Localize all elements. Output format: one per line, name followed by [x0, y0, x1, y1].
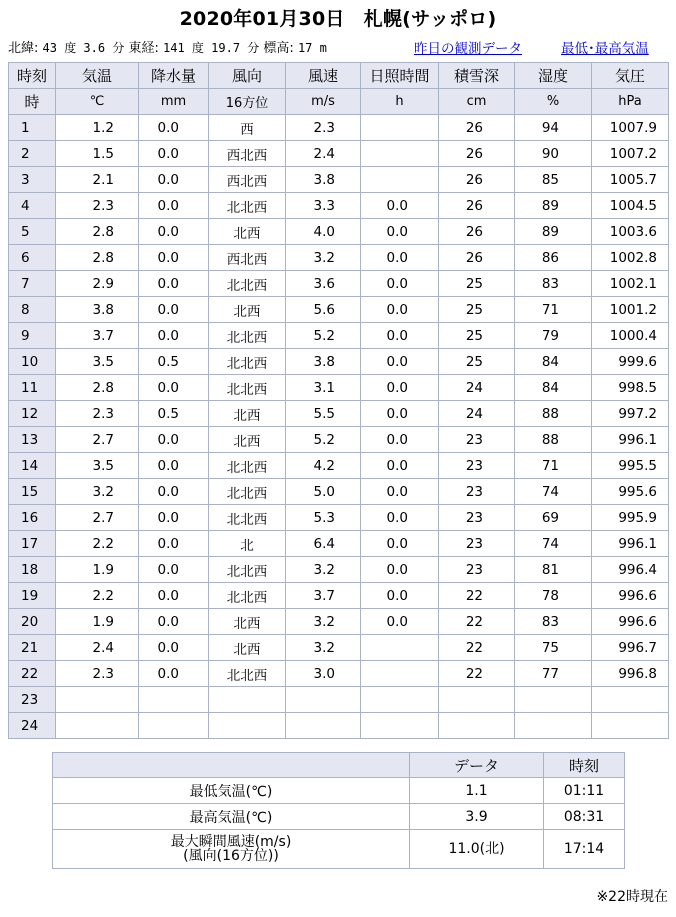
cell-temperature: 2.9 — [56, 271, 139, 297]
summary-sublabel: (風向(16方位)) — [183, 848, 279, 864]
cell-pressure: 998.5 — [592, 375, 669, 401]
cell-pressure: 996.8 — [592, 661, 669, 687]
cell-sunshine: 0.0 — [361, 427, 439, 453]
cell-wind-direction: 北西 — [209, 635, 286, 661]
cell-wind-direction: 西北西 — [209, 167, 286, 193]
header-pressure: 気圧 — [592, 63, 669, 89]
table-body — [9, 115, 669, 739]
cell-wind-speed: 3.6 — [286, 271, 361, 297]
cell-snow-depth: 25 — [439, 271, 515, 297]
cell-hour: 18 — [9, 557, 56, 583]
cell-precipitation: 0.0 — [139, 375, 209, 401]
cell-hour: 9 — [9, 323, 56, 349]
summary-label: 最低気温(℃) — [53, 778, 410, 804]
cell-temperature — [56, 713, 139, 739]
cell-temperature: 1.9 — [56, 609, 139, 635]
cell-pressure: 1004.5 — [592, 193, 669, 219]
table-row — [9, 635, 669, 661]
cell-precipitation: 0.5 — [139, 401, 209, 427]
hourly-observation-table — [8, 62, 669, 739]
cell-precipitation: 0.0 — [139, 297, 209, 323]
cell-snow-depth: 24 — [439, 401, 515, 427]
cell-wind-speed: 3.8 — [286, 349, 361, 375]
cell-sunshine: 0.0 — [361, 401, 439, 427]
cell-humidity: 81 — [515, 557, 592, 583]
cell-snow-depth: 26 — [439, 141, 515, 167]
latitude-label: 北緯: — [8, 41, 39, 56]
cell-sunshine: 0.0 — [361, 323, 439, 349]
cell-snow-depth: 23 — [439, 427, 515, 453]
cell-pressure: 996.6 — [592, 583, 669, 609]
cell-precipitation: 0.5 — [139, 349, 209, 375]
cell-wind-direction: 北北西 — [209, 479, 286, 505]
latitude-value: 43 度 3.6 分 — [42, 41, 125, 55]
cell-temperature: 2.8 — [56, 375, 139, 401]
cell-sunshine: 0.0 — [361, 453, 439, 479]
longitude-value: 141 度 19.7 分 — [163, 41, 260, 55]
cell-wind-speed: 2.4 — [286, 141, 361, 167]
cell-wind-direction: 北北西 — [209, 453, 286, 479]
cell-pressure: 997.2 — [592, 401, 669, 427]
unit-wind-direction: 16方位 — [209, 89, 286, 115]
summary-header-data: データ — [410, 753, 544, 778]
unit-humidity: % — [515, 89, 592, 115]
cell-wind-direction: 北 — [209, 531, 286, 557]
table-row — [9, 401, 669, 427]
cell-precipitation: 0.0 — [139, 557, 209, 583]
table-row — [9, 141, 669, 167]
cell-pressure — [592, 713, 669, 739]
longitude-label: 東経: — [128, 41, 159, 56]
cell-precipitation: 0.0 — [139, 167, 209, 193]
altitude-value: 17 m — [297, 41, 327, 55]
cell-pressure: 1000.4 — [592, 323, 669, 349]
cell-snow-depth: 22 — [439, 583, 515, 609]
cell-pressure: 999.6 — [592, 349, 669, 375]
table-row — [9, 583, 669, 609]
table-row — [9, 193, 669, 219]
cell-temperature: 2.1 — [56, 167, 139, 193]
cell-pressure: 995.5 — [592, 453, 669, 479]
cell-wind-speed: 5.2 — [286, 427, 361, 453]
cell-precipitation: 0.0 — [139, 141, 209, 167]
cell-temperature: 2.3 — [56, 193, 139, 219]
cell-wind-direction: 北北西 — [209, 193, 286, 219]
cell-precipitation: 0.0 — [139, 115, 209, 141]
cell-wind-speed — [286, 713, 361, 739]
table-row — [9, 453, 669, 479]
table-row — [9, 531, 669, 557]
cell-precipitation: 0.0 — [139, 219, 209, 245]
summary-header-row — [53, 753, 625, 778]
station-info — [8, 37, 670, 57]
cell-pressure: 996.1 — [592, 531, 669, 557]
cell-sunshine — [361, 115, 439, 141]
cell-wind-direction: 北西 — [209, 427, 286, 453]
cell-snow-depth: 22 — [439, 635, 515, 661]
cell-wind-speed: 4.0 — [286, 219, 361, 245]
cell-sunshine: 0.0 — [361, 531, 439, 557]
table-row — [9, 167, 669, 193]
cell-wind-speed: 3.2 — [286, 557, 361, 583]
cell-temperature: 3.2 — [56, 479, 139, 505]
cell-hour: 19 — [9, 583, 56, 609]
cell-snow-depth: 26 — [439, 219, 515, 245]
summary-header-time: 時刻 — [544, 753, 625, 778]
table-row — [9, 427, 669, 453]
cell-humidity: 78 — [515, 583, 592, 609]
cell-sunshine — [361, 687, 439, 713]
cell-precipitation: 0.0 — [139, 531, 209, 557]
min-max-temp-link[interactable]: 最低･最高気温 — [561, 41, 649, 57]
cell-wind-speed: 2.3 — [286, 115, 361, 141]
cell-pressure: 1002.8 — [592, 245, 669, 271]
cell-sunshine: 0.0 — [361, 349, 439, 375]
table-row — [9, 687, 669, 713]
table-row — [9, 557, 669, 583]
cell-sunshine: 0.0 — [361, 505, 439, 531]
cell-hour: 15 — [9, 479, 56, 505]
cell-temperature: 2.2 — [56, 531, 139, 557]
cell-wind-direction: 北西 — [209, 609, 286, 635]
cell-snow-depth: 23 — [439, 531, 515, 557]
cell-humidity: 86 — [515, 245, 592, 271]
cell-hour: 13 — [9, 427, 56, 453]
cell-hour: 10 — [9, 349, 56, 375]
cell-humidity: 77 — [515, 661, 592, 687]
cell-wind-speed: 3.2 — [286, 609, 361, 635]
table-row — [9, 349, 669, 375]
cell-temperature: 3.5 — [56, 349, 139, 375]
table-row — [9, 375, 669, 401]
cell-humidity: 71 — [515, 453, 592, 479]
cell-humidity: 83 — [515, 271, 592, 297]
cell-wind-direction: 北北西 — [209, 505, 286, 531]
cell-pressure: 995.6 — [592, 479, 669, 505]
cell-wind-direction — [209, 713, 286, 739]
cell-snow-depth: 25 — [439, 323, 515, 349]
cell-sunshine — [361, 167, 439, 193]
cell-hour: 21 — [9, 635, 56, 661]
cell-precipitation: 0.0 — [139, 583, 209, 609]
header-temperature: 気温 — [56, 63, 139, 89]
cell-sunshine — [361, 141, 439, 167]
cell-wind-speed: 3.0 — [286, 661, 361, 687]
unit-temperature: ℃ — [56, 89, 139, 115]
cell-snow-depth: 25 — [439, 297, 515, 323]
summary-label: 最大瞬間風速(m/s) — [170, 834, 292, 850]
cell-wind-speed: 5.2 — [286, 323, 361, 349]
table-row — [9, 505, 669, 531]
cell-temperature: 2.7 — [56, 505, 139, 531]
cell-precipitation: 0.0 — [139, 453, 209, 479]
cell-humidity: 71 — [515, 297, 592, 323]
cell-wind-direction — [209, 687, 286, 713]
unit-pressure: hPa — [592, 89, 669, 115]
cell-wind-direction: 北西 — [209, 219, 286, 245]
cell-precipitation: 0.0 — [139, 609, 209, 635]
cell-temperature: 1.9 — [56, 557, 139, 583]
cell-temperature: 2.3 — [56, 661, 139, 687]
cell-hour: 23 — [9, 687, 56, 713]
cell-wind-direction: 北北西 — [209, 349, 286, 375]
cell-snow-depth — [439, 687, 515, 713]
cell-sunshine: 0.0 — [361, 193, 439, 219]
cell-pressure: 1001.2 — [592, 297, 669, 323]
cell-humidity: 74 — [515, 479, 592, 505]
cell-pressure: 996.6 — [592, 609, 669, 635]
cell-snow-depth: 23 — [439, 453, 515, 479]
header-row — [9, 63, 669, 89]
cell-hour: 11 — [9, 375, 56, 401]
cell-snow-depth: 22 — [439, 661, 515, 687]
table-row — [9, 297, 669, 323]
cell-wind-direction: 西 — [209, 115, 286, 141]
cell-humidity: 84 — [515, 349, 592, 375]
cell-pressure: 1007.9 — [592, 115, 669, 141]
cell-sunshine — [361, 635, 439, 661]
cell-wind-direction: 北西 — [209, 297, 286, 323]
cell-snow-depth: 26 — [439, 167, 515, 193]
cell-humidity: 69 — [515, 505, 592, 531]
cell-precipitation: 0.0 — [139, 427, 209, 453]
summary-row-max-gust — [53, 830, 625, 869]
cell-temperature: 3.5 — [56, 453, 139, 479]
cell-temperature: 2.3 — [56, 401, 139, 427]
table-row — [9, 661, 669, 687]
cell-humidity: 83 — [515, 609, 592, 635]
cell-pressure: 1002.1 — [592, 271, 669, 297]
cell-wind-direction: 北北西 — [209, 557, 286, 583]
cell-temperature: 3.8 — [56, 297, 139, 323]
cell-temperature — [56, 687, 139, 713]
cell-snow-depth — [439, 713, 515, 739]
cell-pressure: 1003.6 — [592, 219, 669, 245]
cell-hour: 7 — [9, 271, 56, 297]
summary-time: 17:14 — [544, 830, 625, 869]
cell-precipitation — [139, 713, 209, 739]
cell-humidity — [515, 687, 592, 713]
altitude-label: 標高: — [263, 41, 294, 56]
cell-humidity: 74 — [515, 531, 592, 557]
cell-humidity: 89 — [515, 219, 592, 245]
cell-wind-direction: 北北西 — [209, 271, 286, 297]
table-row — [9, 271, 669, 297]
cell-sunshine: 0.0 — [361, 479, 439, 505]
unit-sunshine: h — [361, 89, 439, 115]
cell-wind-speed: 5.6 — [286, 297, 361, 323]
cell-temperature: 3.7 — [56, 323, 139, 349]
table-row — [9, 479, 669, 505]
cell-wind-speed: 3.2 — [286, 245, 361, 271]
cell-snow-depth: 26 — [439, 193, 515, 219]
cell-wind-direction: 西北西 — [209, 141, 286, 167]
cell-snow-depth: 26 — [439, 245, 515, 271]
cell-wind-speed: 5.3 — [286, 505, 361, 531]
cell-sunshine: 0.0 — [361, 245, 439, 271]
cell-sunshine: 0.0 — [361, 609, 439, 635]
cell-hour: 8 — [9, 297, 56, 323]
cell-pressure: 996.4 — [592, 557, 669, 583]
cell-wind-direction: 北北西 — [209, 323, 286, 349]
table-row — [9, 115, 669, 141]
cell-temperature: 1.2 — [56, 115, 139, 141]
cell-hour: 4 — [9, 193, 56, 219]
cell-humidity: 89 — [515, 193, 592, 219]
cell-wind-speed: 3.1 — [286, 375, 361, 401]
cell-wind-direction: 北北西 — [209, 583, 286, 609]
cell-humidity: 79 — [515, 323, 592, 349]
cell-hour: 22 — [9, 661, 56, 687]
cell-hour: 16 — [9, 505, 56, 531]
cell-snow-depth: 24 — [439, 375, 515, 401]
cell-wind-speed: 5.0 — [286, 479, 361, 505]
cell-snow-depth: 25 — [439, 349, 515, 375]
daily-summary-table — [52, 752, 625, 869]
cell-wind-direction: 西北西 — [209, 245, 286, 271]
cell-humidity: 90 — [515, 141, 592, 167]
cell-sunshine: 0.0 — [361, 219, 439, 245]
cell-wind-speed: 4.2 — [286, 453, 361, 479]
cell-hour: 20 — [9, 609, 56, 635]
cell-hour: 5 — [9, 219, 56, 245]
table-row — [9, 245, 669, 271]
cell-humidity: 88 — [515, 401, 592, 427]
cell-snow-depth: 23 — [439, 557, 515, 583]
table-row — [9, 713, 669, 739]
summary-row-max-temp — [53, 804, 625, 830]
cell-hour: 6 — [9, 245, 56, 271]
table-row — [9, 609, 669, 635]
table-row — [9, 219, 669, 245]
cell-temperature: 2.2 — [56, 583, 139, 609]
cell-humidity — [515, 713, 592, 739]
summary-time: 08:31 — [544, 804, 625, 830]
cell-temperature: 1.5 — [56, 141, 139, 167]
cell-temperature: 2.8 — [56, 219, 139, 245]
page-title: 2020年01月30日 札幌(サッポロ) — [179, 8, 497, 30]
cell-wind-speed: 5.5 — [286, 401, 361, 427]
header-wind-direction: 風向 — [209, 63, 286, 89]
current-time-note: ※22時現在 — [596, 889, 668, 905]
cell-snow-depth: 23 — [439, 505, 515, 531]
cell-precipitation: 0.0 — [139, 245, 209, 271]
cell-wind-speed: 3.2 — [286, 635, 361, 661]
cell-temperature: 2.8 — [56, 245, 139, 271]
cell-sunshine: 0.0 — [361, 583, 439, 609]
cell-temperature: 2.4 — [56, 635, 139, 661]
header-sunshine: 日照時間 — [361, 63, 439, 89]
cell-humidity: 84 — [515, 375, 592, 401]
cell-sunshine: 0.0 — [361, 557, 439, 583]
cell-sunshine: 0.0 — [361, 271, 439, 297]
summary-label: 最高気温(℃) — [53, 804, 410, 830]
cell-snow-depth: 22 — [439, 609, 515, 635]
cell-humidity: 85 — [515, 167, 592, 193]
summary-row-min-temp — [53, 778, 625, 804]
cell-humidity: 75 — [515, 635, 592, 661]
summary-header-item — [53, 753, 410, 778]
cell-sunshine: 0.0 — [361, 297, 439, 323]
cell-sunshine: 0.0 — [361, 375, 439, 401]
summary-label-cell — [53, 830, 410, 869]
cell-pressure: 996.7 — [592, 635, 669, 661]
summary-data: 3.9 — [410, 804, 544, 830]
header-wind-speed: 風速 — [286, 63, 361, 89]
cell-pressure: 1005.7 — [592, 167, 669, 193]
cell-temperature: 2.7 — [56, 427, 139, 453]
cell-sunshine — [361, 661, 439, 687]
cell-precipitation: 0.0 — [139, 505, 209, 531]
unit-precipitation: mm — [139, 89, 209, 115]
cell-precipitation: 0.0 — [139, 323, 209, 349]
cell-pressure — [592, 687, 669, 713]
cell-humidity: 88 — [515, 427, 592, 453]
cell-wind-speed: 6.4 — [286, 531, 361, 557]
cell-wind-speed — [286, 687, 361, 713]
header-precipitation: 降水量 — [139, 63, 209, 89]
table-row — [9, 323, 669, 349]
cell-wind-direction: 北北西 — [209, 375, 286, 401]
cell-hour: 24 — [9, 713, 56, 739]
yesterday-data-link[interactable]: 昨日の観測データ — [414, 41, 522, 57]
header-snow-depth: 積雪深 — [439, 63, 515, 89]
header-humidity: 湿度 — [515, 63, 592, 89]
unit-wind-speed: m/s — [286, 89, 361, 115]
cell-precipitation: 0.0 — [139, 635, 209, 661]
cell-wind-speed: 3.8 — [286, 167, 361, 193]
cell-wind-direction: 北北西 — [209, 661, 286, 687]
cell-hour: 1 — [9, 115, 56, 141]
unit-row — [9, 89, 669, 115]
cell-pressure: 1007.2 — [592, 141, 669, 167]
cell-sunshine — [361, 713, 439, 739]
cell-hour: 2 — [9, 141, 56, 167]
cell-hour: 3 — [9, 167, 56, 193]
cell-hour: 14 — [9, 453, 56, 479]
cell-pressure: 995.9 — [592, 505, 669, 531]
header-hour: 時刻 — [9, 63, 56, 89]
cell-precipitation: 0.0 — [139, 661, 209, 687]
cell-precipitation: 0.0 — [139, 479, 209, 505]
cell-snow-depth: 26 — [439, 115, 515, 141]
summary-data: 11.0(北) — [410, 830, 544, 869]
cell-pressure: 996.1 — [592, 427, 669, 453]
cell-hour: 12 — [9, 401, 56, 427]
cell-hour: 17 — [9, 531, 56, 557]
cell-humidity: 94 — [515, 115, 592, 141]
cell-precipitation — [139, 687, 209, 713]
cell-wind-direction: 北西 — [209, 401, 286, 427]
cell-wind-speed: 3.7 — [286, 583, 361, 609]
unit-snow-depth: cm — [439, 89, 515, 115]
summary-time: 01:11 — [544, 778, 625, 804]
cell-precipitation: 0.0 — [139, 271, 209, 297]
unit-hour: 時 — [9, 89, 56, 115]
cell-precipitation: 0.0 — [139, 193, 209, 219]
cell-snow-depth: 23 — [439, 479, 515, 505]
cell-wind-speed: 3.3 — [286, 193, 361, 219]
summary-data: 1.1 — [410, 778, 544, 804]
